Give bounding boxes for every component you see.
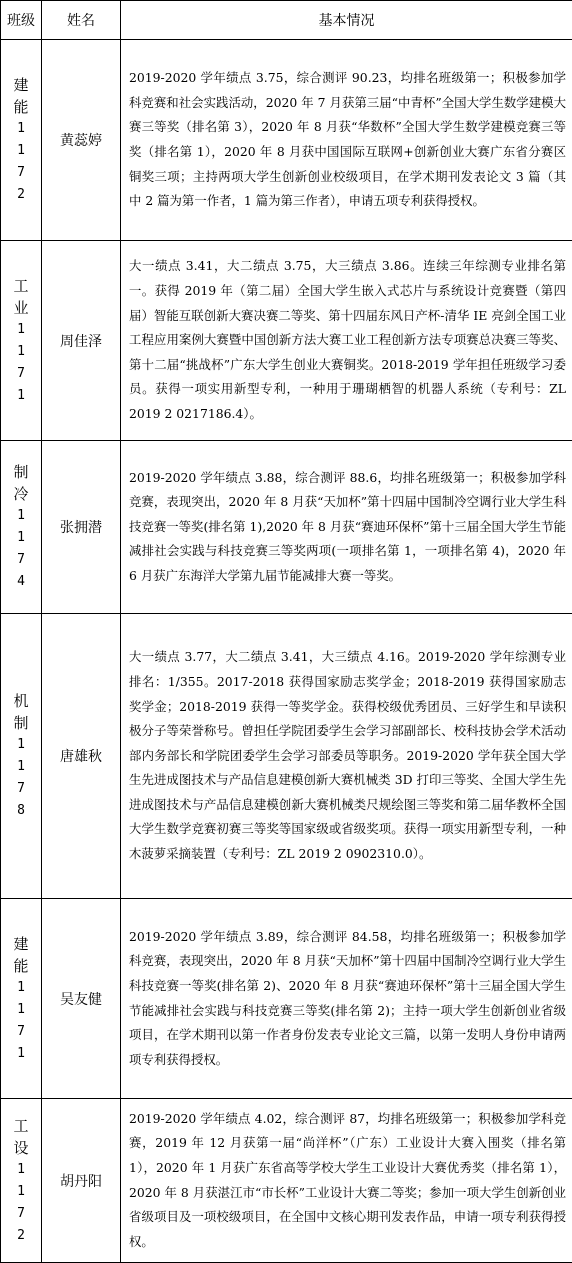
class-digit: 4 — [17, 574, 25, 589]
header-row — [1, 1, 572, 40]
table-row — [1, 40, 572, 241]
header-class: 班级 — [1, 1, 42, 40]
class-char: 业 — [13, 298, 29, 317]
info-cell: 大一绩点 3.41，大二绩点 3.75，大三绩点 3.86。连续三年综测专业排名第一。获得 2019 年（第二届）全国大学生嵌入式芯片与系统设计竞赛暨（第四届）智能互联创新大赛决赛二等奖、第十四届东风日产杯-清华 IE 亮剑全国工业工程应用案例大赛暨中国创新方法大赛工业工程创新方法专项赛总决赛三等奖、第十二届“挑战杯”广东大学生创业大赛铜奖。2018-2019 学年担任班级学习委员。获得一项实用新型专利，一种用于珊瑚栖智的机器人系统（专利号：ZL 2019 2 0217186.4）。 — [121, 241, 572, 441]
class-digit: 7 — [17, 781, 25, 796]
table-row — [1, 899, 572, 1099]
class-digit: 1 — [17, 1045, 25, 1061]
class-digit: 1 — [17, 979, 25, 995]
name-cell: 吴友健 — [42, 899, 121, 1099]
table-row — [1, 1099, 572, 1263]
class-char: 制 — [13, 714, 29, 732]
class-digit: 1 — [17, 343, 25, 359]
class-digit: 1 — [17, 530, 25, 545]
class-cell — [1, 899, 42, 1099]
class-digit: 2 — [17, 187, 25, 202]
class-digit: 1 — [17, 121, 25, 136]
class-char: 制 — [13, 463, 29, 481]
name-cell: 张拥潜 — [42, 441, 121, 614]
name-cell: 黄蕊婷 — [42, 40, 121, 241]
table-row — [1, 241, 572, 441]
header-name: 姓名 — [42, 1, 121, 40]
class-digit: 7 — [17, 365, 25, 381]
class-cell — [1, 441, 42, 614]
info-cell: 2019-2020 学年绩点 3.89，综合测评 84.58，均排名班级第一；积极参加学科竞赛，表现突出，2020 年 8 月获“天加杯”第十四届中国制冷空调行业大学生科技竞赛一等奖(排名第 2)、2020 年 8 月获“赛迪环保杯”第十三届全国大学生节能减排社会实践与科技竞赛三等奖(排名第 2)；主持一项大学生创新创业省级项目，在学术期刊以第一作者身份发表专业论文三篇，以第一发明人身份申请两项专利获得授权。 — [121, 899, 572, 1099]
class-digit: 7 — [17, 1023, 25, 1039]
class-digit: 8 — [17, 803, 25, 818]
class-cell — [1, 241, 42, 441]
class-char: 能 — [13, 98, 29, 116]
class-digit: 1 — [17, 143, 25, 158]
class-char: 冷 — [13, 485, 29, 503]
info-cell: 大一绩点 3.77，大二绩点 3.41，大三绩点 4.16。2019-2020 学年综测专业排名：1/355。2017-2018 获得国家励志奖学金；2018-2019 获得国家励志奖学金；2018-2019 获得一等奖学金。获得校级优秀团员、三好学生和早读积极分子等荣誉称号。曾担任学院团委学生会学习部副部长、校科技协会学术活动部内务部长和学院团委学生会学习部委员等职务。2019-2020 学年获全国大学生先进成图技术与产品信息建模创新大赛机械类 3D 打印三等奖、全国大学生先进成图技术与产品信息建模创新大赛机械类尺规绘图三等奖和第二届华教杯全国大学生数学竞赛初赛三等奖等国家级或省级奖项。获得一项实用新型专利，一种木菠萝采摘装置（专利号：ZL 2019 2 0902310.0）。 — [121, 614, 572, 899]
class-char: 工 — [13, 276, 29, 295]
class-digit: 1 — [17, 737, 25, 752]
class-char: 建 — [13, 76, 29, 94]
class-char: 建 — [13, 934, 29, 953]
class-char: 工 — [13, 1116, 29, 1135]
class-digit: 1 — [17, 508, 25, 523]
info-cell: 2019-2020 学年绩点 3.88，综合测评 88.6，均排名班级第一；积极参加学科竞赛，表现突出，2020 年 8 月获“天加杯”第十四届中国制冷空调行业大学生科技竞赛一等奖(排名第 1),2020 年 8 月获“赛迪环保杯”第十三届全国大学生节能减排社会实践与科技竞赛三等奖两项(一项排名第 1，一项排名第 4)，2020 年 6 月获广东海洋大学第九届节能减排大赛一等奖。 — [121, 441, 572, 614]
class-digit: 2 — [17, 1227, 25, 1243]
class-digit: 7 — [17, 165, 25, 180]
class-cell — [1, 614, 42, 899]
class-digit: 1 — [17, 1161, 25, 1177]
class-digit: 1 — [17, 1183, 25, 1199]
class-digit: 1 — [17, 759, 25, 774]
class-char: 能 — [13, 956, 29, 975]
class-char: 设 — [13, 1138, 29, 1157]
table-row — [1, 441, 572, 614]
info-cell: 2019-2020 学年绩点 3.75，综合测评 90.23，均排名班级第一；积极参加学科竞赛和社会实践活动，2020 年 7 月获第三届“中青杯”全国大学生数学建模大赛三等奖（排名第 3），2020 年 8 月获“华数杯”全国大学生数学建模竞赛三等奖（排名第 1），2020 年 8 月获中国国际互联网+创新创业大赛广东省分赛区铜奖三项；主持两项大学生创新创业校级项目，在学术期刊发表论文 3 篇（其中 2 篇为第一作者，1 篇为第三作者），申请五项专利获得授权。 — [121, 40, 572, 241]
class-char: 机 — [13, 692, 29, 710]
class-cell — [1, 1099, 42, 1263]
class-cell — [1, 40, 42, 241]
name-cell: 唐雄秋 — [42, 614, 121, 899]
info-cell: 2019-2020 学年绩点 4.02，综合测评 87，均排名班级第一；积极参加学科竞赛，2019 年 12 月获第一届“尚洋杯”（广东）工业设计大赛入围奖（排名第 1），2020 年 1 月获广东省高等学校大学生工业设计大赛优秀奖（排名第 1），2020 年 8 月获湛江市“市长杯”工业设计大赛二等奖；参加一项大学生创新创业省级项目及一项校级项目，在全国中文核心期刊发表作品，申请一项专利获得授权。 — [121, 1099, 572, 1263]
class-digit: 7 — [17, 552, 25, 567]
name-cell: 胡丹阳 — [42, 1099, 121, 1263]
class-digit: 7 — [17, 1205, 25, 1221]
table-row — [1, 614, 572, 899]
name-cell: 周佳泽 — [42, 241, 121, 441]
class-digit: 1 — [17, 321, 25, 337]
header-info: 基本情况 — [121, 1, 572, 40]
class-digit: 1 — [17, 387, 25, 403]
class-digit: 1 — [17, 1001, 25, 1017]
